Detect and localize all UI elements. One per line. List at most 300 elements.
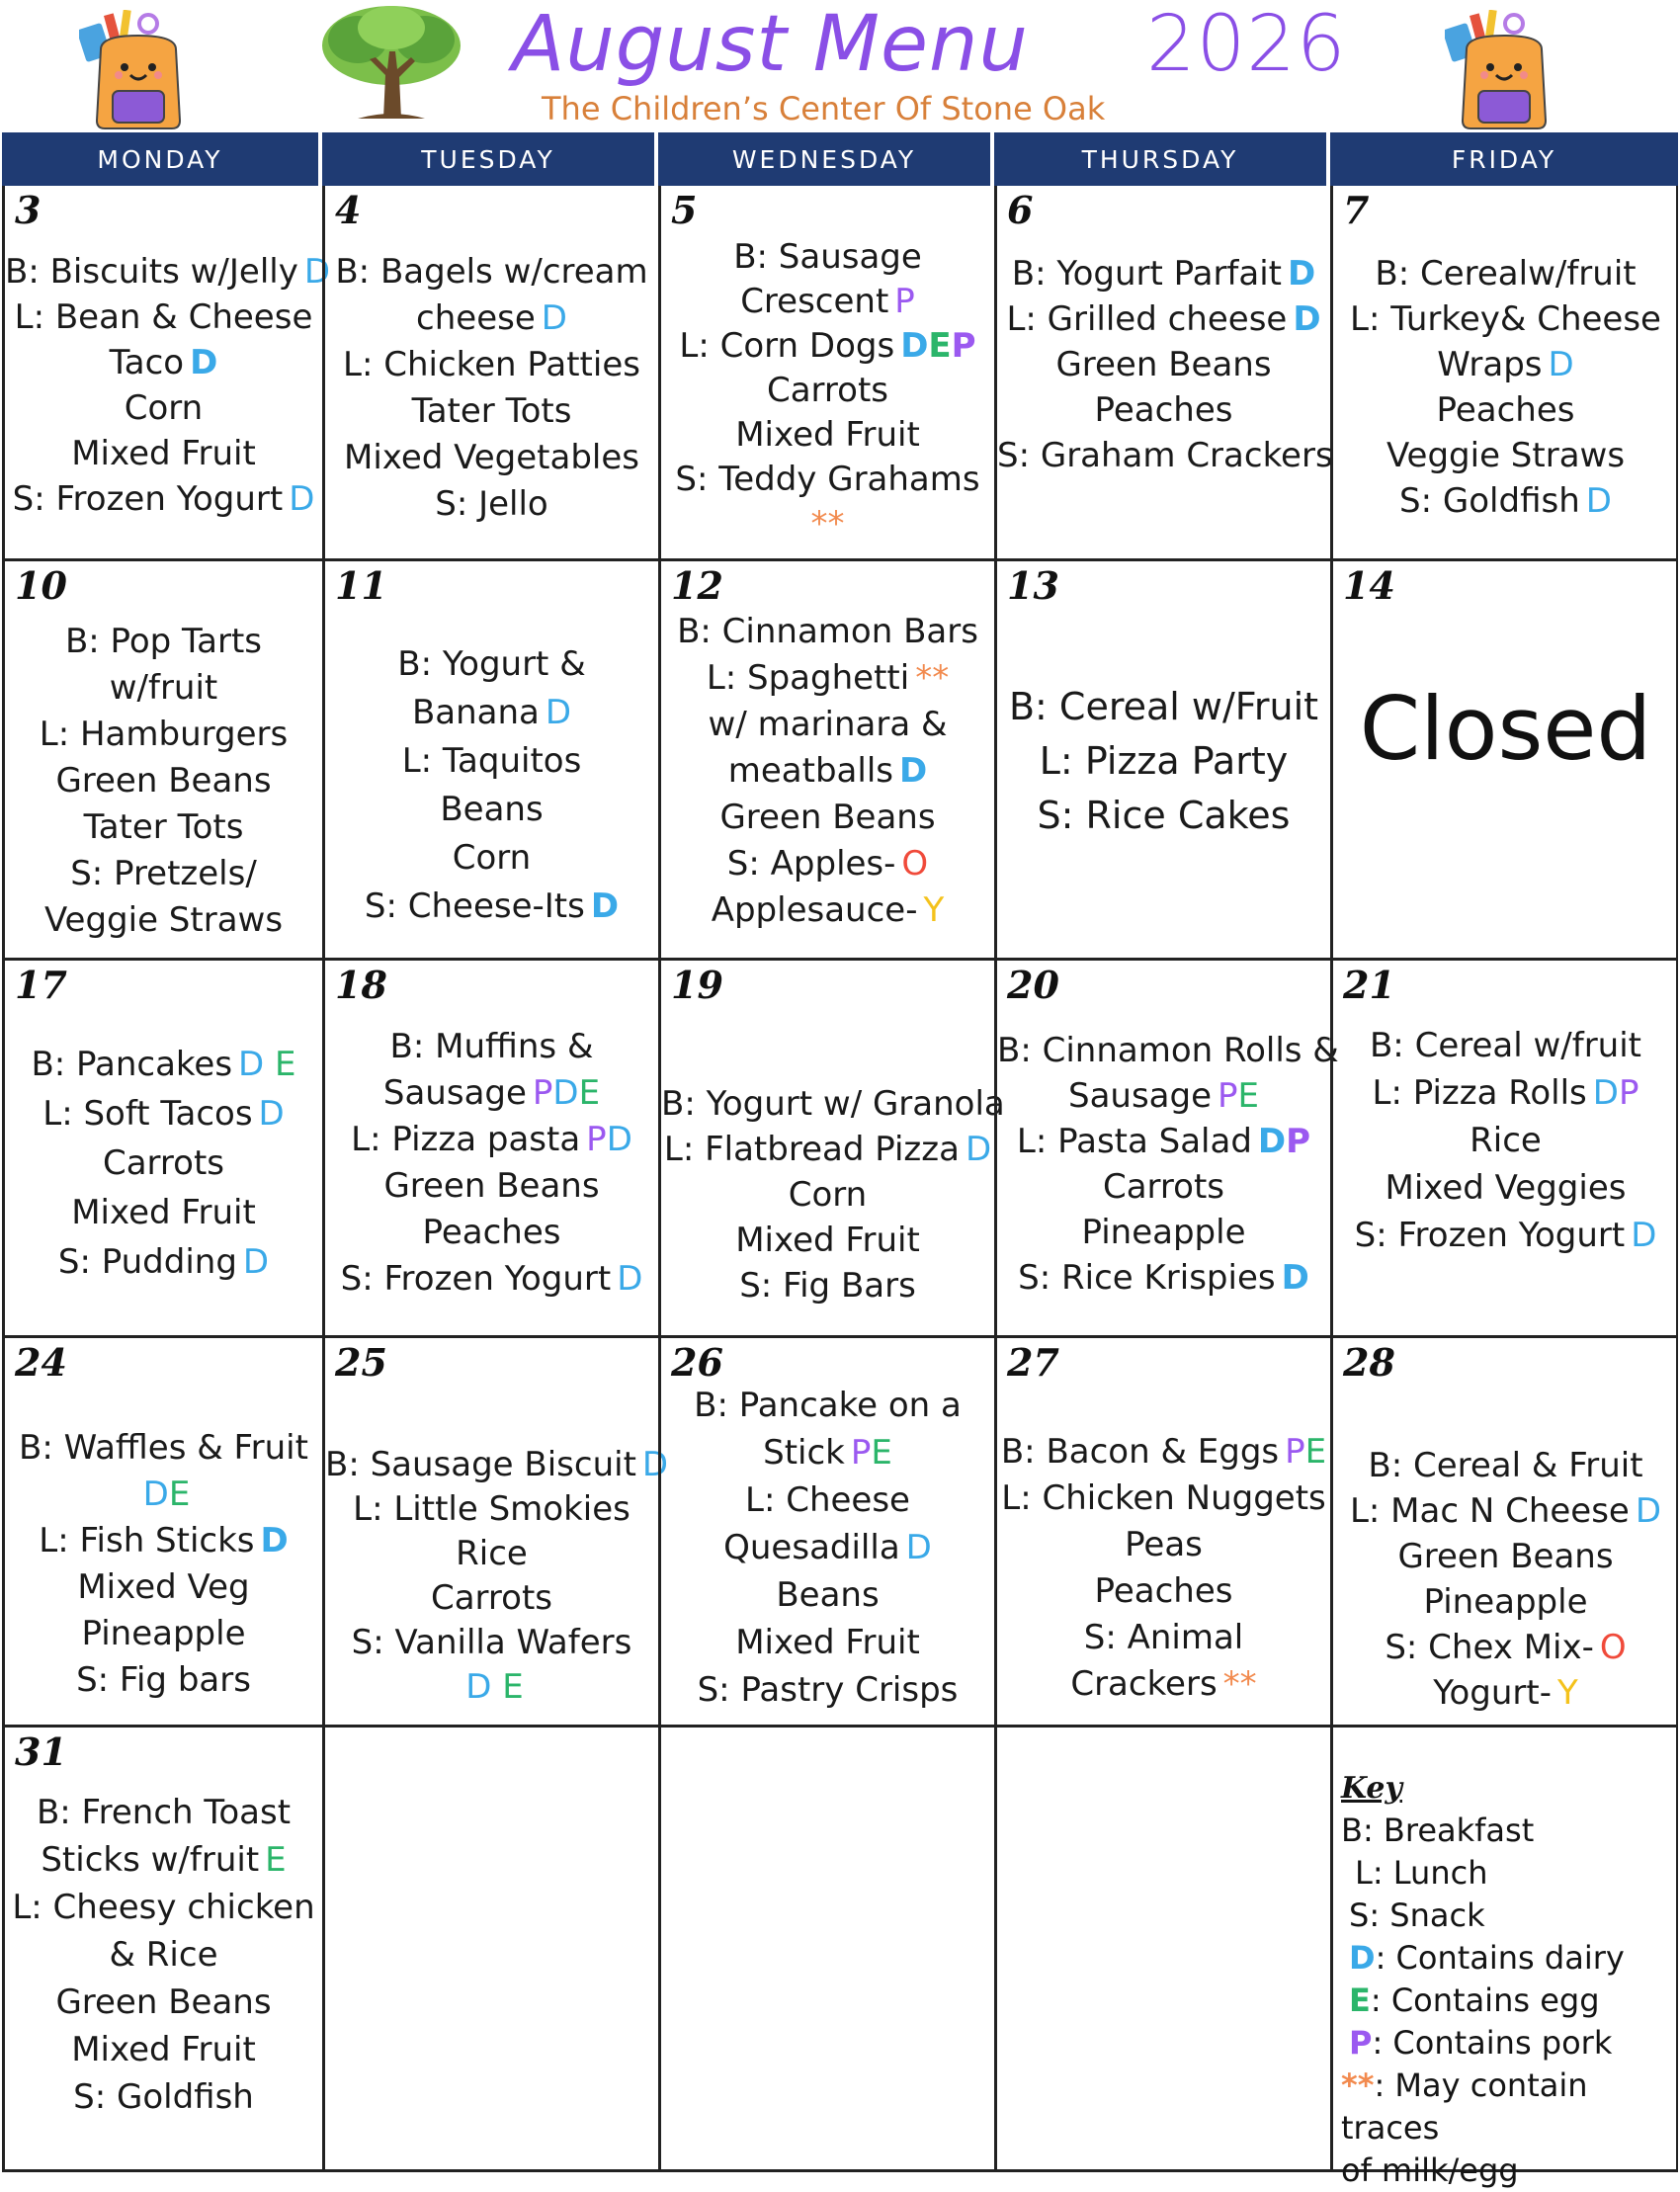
allergen-tag: D bbox=[1281, 1258, 1309, 1298]
menu-line bbox=[1333, 296, 1678, 342]
menu-line bbox=[997, 1475, 1330, 1522]
menu-item-text: S: Frozen Yogurt bbox=[1354, 1216, 1626, 1255]
menu-item-text: w/ marinara & bbox=[708, 705, 948, 744]
key-text: : Contains dairy bbox=[1375, 1939, 1625, 1977]
day-number: 28 bbox=[1343, 1340, 1395, 1385]
menu-line bbox=[5, 2073, 322, 2121]
menu-item-text: Veggie Straws bbox=[1386, 436, 1626, 475]
menu-line bbox=[1333, 1117, 1678, 1164]
day-cell bbox=[658, 186, 994, 561]
menu-line bbox=[661, 655, 994, 702]
day-cell bbox=[658, 1338, 994, 1728]
menu-item-text: B: Pancakes bbox=[31, 1045, 233, 1084]
day-number: 5 bbox=[671, 188, 698, 232]
key-code: ** bbox=[1341, 2066, 1375, 2104]
menu-line bbox=[5, 619, 322, 665]
menu-item-text: Banana bbox=[411, 693, 540, 732]
menu-item-text: L: Fish Sticks bbox=[39, 1521, 255, 1560]
menu-line bbox=[661, 1429, 994, 1476]
menu-item-text: B: Cereal & Fruit bbox=[1368, 1446, 1643, 1485]
menu-line bbox=[5, 1657, 322, 1704]
allergen-tag: D bbox=[258, 1094, 285, 1134]
allergen-tag: E bbox=[265, 1840, 287, 1880]
menu-item-text: Stick bbox=[763, 1433, 845, 1473]
closed-label: Closed bbox=[1359, 678, 1652, 780]
menu-item-text: Carrots bbox=[766, 371, 889, 410]
menu-line bbox=[1333, 387, 1678, 433]
menu-items bbox=[5, 619, 322, 944]
menu-item-text: Green Beans bbox=[719, 798, 936, 837]
tree-logo-icon bbox=[318, 2, 464, 121]
menu-line bbox=[661, 1081, 1005, 1127]
allergen-tag: DP bbox=[1257, 1122, 1311, 1161]
menu-line bbox=[997, 251, 1330, 296]
menu-line bbox=[325, 786, 658, 834]
menu-line bbox=[661, 1571, 994, 1619]
menu-line bbox=[661, 458, 994, 502]
menu-item-text: Corn bbox=[124, 388, 204, 428]
traces-tag: ** bbox=[915, 658, 950, 698]
menu-items bbox=[5, 1789, 322, 2121]
menu-line bbox=[1333, 1069, 1678, 1117]
menu-line bbox=[1333, 1534, 1678, 1579]
allergen-tag: D bbox=[1631, 1216, 1657, 1255]
menu-item-text: w/fruit bbox=[109, 668, 218, 708]
menu-line bbox=[5, 758, 322, 804]
menu-line bbox=[997, 1073, 1330, 1119]
menu-item-text: & Rice bbox=[109, 1935, 218, 1975]
key-line: S: Snack bbox=[1349, 1897, 1485, 1934]
menu-item-text: L: Chicken Patties bbox=[343, 345, 640, 384]
allergen-tag: DEP bbox=[900, 326, 976, 366]
menu-line bbox=[325, 342, 658, 388]
menu-line bbox=[661, 235, 994, 280]
menu-item-text: Crackers bbox=[1070, 1664, 1218, 1704]
menu-item-text: Carrots bbox=[430, 1578, 553, 1618]
menu-line bbox=[325, 883, 658, 931]
menu-line bbox=[997, 680, 1330, 734]
menu-line bbox=[5, 1518, 322, 1564]
day-number: 21 bbox=[1343, 963, 1395, 1007]
day-cell bbox=[994, 1338, 1330, 1728]
menu-line bbox=[5, 1789, 322, 1836]
menu-line bbox=[1333, 1625, 1678, 1670]
menu-item-text: Carrots bbox=[102, 1143, 225, 1183]
menu-item-text: L: Pizza pasta bbox=[351, 1120, 581, 1159]
menu-item-text: S: Pretzels/ bbox=[70, 854, 257, 893]
allergen-tag: D bbox=[303, 252, 331, 292]
menu-item-text: B: Cereal w/fruit bbox=[1369, 1026, 1642, 1065]
day-number: 11 bbox=[335, 563, 387, 608]
menu-item-text: ** bbox=[810, 504, 845, 544]
menu-item-text: Taco bbox=[109, 343, 185, 382]
menu-item-text: Mixed Fruit bbox=[735, 1221, 920, 1260]
menu-item-text: S: Animal bbox=[1083, 1618, 1244, 1657]
menu-line bbox=[325, 481, 658, 528]
menu-item-text: L: Turkey& Cheese bbox=[1350, 299, 1661, 339]
menu-line bbox=[5, 851, 322, 897]
menu-line bbox=[5, 431, 322, 476]
day-cell bbox=[2, 1728, 322, 2172]
menu-items bbox=[661, 235, 994, 547]
menu-item-text: L: Bean & Cheese bbox=[14, 297, 313, 337]
menu-items bbox=[5, 1425, 322, 1704]
menu-item-text: Peaches bbox=[1436, 390, 1575, 430]
allergen-tag: PE bbox=[1285, 1432, 1327, 1472]
menu-line bbox=[997, 1255, 1330, 1301]
menu-line bbox=[325, 1532, 658, 1576]
menu-line bbox=[5, 804, 322, 851]
menu-item-text: B: Pancake on a bbox=[694, 1386, 962, 1425]
menu-line bbox=[661, 369, 994, 413]
menu-item-text: S: Pudding bbox=[57, 1242, 237, 1282]
menu-line bbox=[325, 1487, 658, 1532]
menu-line bbox=[997, 1028, 1339, 1073]
menu-line bbox=[325, 689, 658, 737]
menu-line bbox=[661, 1524, 994, 1571]
menu-item-text: Green Beans bbox=[1397, 1537, 1614, 1576]
menu-line bbox=[661, 502, 994, 547]
menu-item-text: S: Rice Cakes bbox=[1037, 794, 1291, 837]
day-cell bbox=[994, 561, 1330, 961]
allergen-tag: Y bbox=[1556, 1673, 1578, 1713]
day-number: 3 bbox=[15, 188, 42, 232]
menu-item-text: Mixed Vegetables bbox=[343, 438, 640, 477]
menu-line bbox=[5, 1472, 322, 1518]
menu-line bbox=[5, 249, 331, 295]
menu-line bbox=[661, 841, 994, 887]
menu-line bbox=[661, 748, 994, 795]
weekday-header-friday: FRIDAY bbox=[1330, 132, 1678, 186]
menu-item-text: Rice bbox=[1470, 1121, 1542, 1160]
menu-line bbox=[325, 1024, 658, 1070]
menu-line bbox=[661, 1127, 994, 1172]
menu-item-text: B: French Toast bbox=[36, 1793, 292, 1832]
key-text: : Contains pork bbox=[1372, 2024, 1613, 2062]
menu-line bbox=[661, 887, 994, 934]
menu-line bbox=[997, 1522, 1330, 1568]
menu-line bbox=[1333, 478, 1678, 524]
menu-line bbox=[325, 1210, 658, 1256]
menu-item-text: Sticks w/fruit bbox=[41, 1840, 260, 1880]
menu-item-text: B: Waffles & Fruit bbox=[19, 1428, 308, 1468]
allergen-tag: D bbox=[289, 479, 315, 519]
menu-item-text: B: Sausage bbox=[733, 237, 922, 277]
menu-line bbox=[325, 1163, 658, 1210]
empty-day-cell bbox=[658, 1728, 994, 2172]
menu-item-text: L: Soft Tacos bbox=[42, 1094, 253, 1134]
menu-item-text: Green Beans bbox=[55, 1982, 272, 2022]
menu-items bbox=[661, 1081, 1005, 1308]
menu-item-text: Mixed Fruit bbox=[71, 2030, 256, 2069]
menu-item-text: S: Rice Krispies bbox=[1018, 1258, 1276, 1298]
menu-line bbox=[661, 1619, 994, 1666]
menu-item-text: S: Apples- bbox=[726, 844, 896, 884]
empty-day-cell bbox=[322, 1728, 658, 2172]
menu-calendar bbox=[2, 132, 1678, 2189]
menu-line bbox=[661, 1263, 994, 1308]
menu-line bbox=[325, 435, 658, 481]
menu-item-text: S: Graham Crackers bbox=[997, 436, 1333, 475]
allergen-tag: D bbox=[260, 1521, 289, 1560]
menu-item-text: B: Sausage Biscuit bbox=[325, 1445, 636, 1484]
menu-line bbox=[5, 1884, 322, 1931]
key-title: Key bbox=[1341, 1771, 1402, 1806]
menu-item-text: Wraps bbox=[1437, 345, 1543, 384]
weekday-header-thursday: THURSDAY bbox=[994, 132, 1330, 186]
menu-item-text: S: Cheese-Its bbox=[364, 886, 585, 926]
menu-items bbox=[5, 1040, 322, 1287]
menu-item-text: B: Bagels w/cream bbox=[335, 252, 648, 292]
menu-line bbox=[997, 342, 1330, 387]
menu-line bbox=[5, 1979, 322, 2026]
allergen-tag: PE bbox=[850, 1433, 892, 1473]
menu-item-text: B: Cinnamon Bars bbox=[677, 612, 978, 651]
menu-item-text: Pineapple bbox=[1423, 1582, 1588, 1622]
menu-item-text: S: Jello bbox=[435, 484, 548, 524]
menu-line bbox=[1333, 433, 1678, 478]
menu-line bbox=[325, 1576, 658, 1621]
menu-items bbox=[997, 1028, 1339, 1301]
menu-line bbox=[5, 665, 322, 712]
day-number: 19 bbox=[671, 963, 723, 1007]
allergen-tag: D bbox=[1585, 481, 1612, 521]
day-cell bbox=[1330, 961, 1678, 1338]
menu-line bbox=[5, 295, 322, 340]
menu-line bbox=[661, 1476, 994, 1524]
allergen-tag: D E bbox=[238, 1045, 296, 1084]
allergen-tag: D bbox=[1288, 254, 1316, 294]
menu-line bbox=[1333, 1212, 1678, 1259]
menu-items bbox=[661, 1382, 994, 1714]
menu-line bbox=[997, 1164, 1330, 1210]
menu-item-text: Beans bbox=[776, 1575, 880, 1615]
menu-item-text: S: Goldfish bbox=[73, 2077, 254, 2117]
menu-items bbox=[325, 640, 658, 931]
allergen-tag: D bbox=[590, 886, 620, 926]
menu-line bbox=[997, 1661, 1330, 1708]
menu-item-text: L: Cheese bbox=[745, 1480, 910, 1520]
menu-item-text: B: Pop Tarts bbox=[64, 622, 263, 661]
page-title: August Menu bbox=[512, 0, 1029, 89]
day-cell bbox=[994, 961, 1339, 1338]
menu-line bbox=[997, 387, 1330, 433]
menu-item-text: Pineapple bbox=[81, 1614, 246, 1653]
menu-item-text: L: Corn Dogs bbox=[679, 326, 895, 366]
menu-line bbox=[5, 340, 322, 385]
day-number: 20 bbox=[1007, 963, 1059, 1007]
menu-item-text: Beans bbox=[440, 790, 544, 829]
menu-line bbox=[997, 433, 1333, 478]
menu-item-text: S: Fig bars bbox=[76, 1660, 251, 1700]
day-number: 24 bbox=[15, 1340, 67, 1385]
menu-line bbox=[661, 1666, 994, 1714]
day-number: 25 bbox=[335, 1340, 387, 1385]
menu-line bbox=[661, 702, 994, 748]
key-code: E bbox=[1349, 1981, 1371, 2019]
key-line: B: Breakfast bbox=[1341, 1812, 1535, 1849]
menu-item-text: meatballs bbox=[727, 751, 893, 791]
day-number: 10 bbox=[15, 563, 67, 608]
day-number: 12 bbox=[671, 563, 723, 608]
menu-line bbox=[1333, 1443, 1678, 1488]
menu-item-text: L: Cheesy chicken bbox=[12, 1888, 315, 1927]
allergen-tag: PDE bbox=[532, 1073, 601, 1113]
menu-item-text: Pineapple bbox=[1081, 1213, 1246, 1252]
menu-line bbox=[325, 249, 658, 295]
menu-line bbox=[5, 1237, 322, 1287]
menu-item-text: B: Yogurt Parfait bbox=[1011, 254, 1283, 294]
day-cell bbox=[322, 561, 658, 961]
day-cell bbox=[658, 961, 1005, 1338]
menu-line bbox=[325, 640, 658, 689]
menu-item-text: S: Teddy Grahams bbox=[675, 460, 980, 499]
menu-line bbox=[661, 280, 994, 324]
menu-items bbox=[1333, 251, 1678, 524]
menu-line bbox=[1333, 1022, 1678, 1069]
menu-line bbox=[325, 1070, 658, 1117]
menu-line bbox=[661, 1172, 994, 1218]
day-cell bbox=[1330, 1338, 1678, 1728]
menu-item-text: Mixed Fruit bbox=[71, 1193, 256, 1232]
menu-item-text: S: Frozen Yogurt bbox=[340, 1259, 612, 1299]
menu-item-text: S: Fig Bars bbox=[739, 1266, 916, 1306]
allergen-tag: O bbox=[901, 844, 929, 884]
page-year: 2026 bbox=[1146, 0, 1347, 89]
menu-item-text: Applesauce- bbox=[711, 890, 918, 930]
menu-item-text: L: Chicken Nuggets bbox=[1001, 1478, 1326, 1518]
day-cell bbox=[322, 961, 658, 1338]
menu-line bbox=[5, 1040, 322, 1089]
menu-item-text: S: Vanilla Wafers bbox=[351, 1623, 632, 1662]
day-number: 18 bbox=[335, 963, 387, 1007]
menu-item-text: L: Flatbread Pizza bbox=[663, 1130, 960, 1169]
menu-line bbox=[1333, 1488, 1678, 1534]
menu-item-text: Quesadilla bbox=[723, 1528, 900, 1567]
allergen-tag: PD bbox=[586, 1120, 632, 1159]
day-number: 17 bbox=[15, 963, 67, 1007]
menu-items bbox=[325, 1443, 669, 1710]
menu-item-text: Mixed Fruit bbox=[735, 1623, 920, 1662]
menu-item-text: L: Pizza Rolls bbox=[1372, 1073, 1587, 1113]
menu-line bbox=[1333, 342, 1678, 387]
menu-item-text: L: Hamburgers bbox=[39, 715, 289, 754]
menu-item-text: Sausage bbox=[382, 1073, 527, 1113]
menu-line bbox=[325, 1621, 658, 1665]
day-number: 31 bbox=[15, 1729, 67, 1774]
menu-line bbox=[997, 1119, 1330, 1164]
menu-item-text: L: Mac N Cheese bbox=[1349, 1491, 1630, 1531]
menu-line bbox=[325, 1443, 669, 1487]
menu-line bbox=[325, 295, 658, 342]
day-cell bbox=[2, 961, 322, 1338]
weekday-header-monday: MONDAY bbox=[2, 132, 322, 186]
menu-line bbox=[5, 2026, 322, 2073]
allergen-tag: Y bbox=[923, 890, 945, 930]
menu-item-text: S: Frozen Yogurt bbox=[12, 479, 284, 519]
day-cell bbox=[322, 1338, 669, 1728]
allergen-tag: D bbox=[641, 1445, 669, 1484]
allergen-tag: DP bbox=[1592, 1073, 1639, 1113]
menu-item-text: Veggie Straws bbox=[43, 900, 284, 940]
menu-items bbox=[997, 680, 1330, 843]
traces-tag: ** bbox=[1222, 1664, 1257, 1704]
menu-item-text: Tater Tots bbox=[83, 807, 244, 847]
day-number: 27 bbox=[1007, 1340, 1059, 1385]
allergen-tag: D bbox=[541, 298, 567, 338]
allergen-tag: D bbox=[1293, 299, 1321, 339]
menu-item-text: Crescent bbox=[740, 282, 889, 321]
menu-item-text: L: Pizza Party bbox=[1039, 739, 1289, 783]
key-line: of milk/egg bbox=[1341, 2151, 1519, 2189]
menu-items bbox=[325, 249, 658, 528]
menu-item-text: B: Cinnamon Rolls & bbox=[997, 1031, 1339, 1070]
weekday-header-tuesday: TUESDAY bbox=[322, 132, 658, 186]
key-line bbox=[1341, 2022, 1678, 2065]
menu-item-text: Mixed Fruit bbox=[71, 434, 256, 473]
day-number: 13 bbox=[1007, 563, 1059, 608]
day-cell bbox=[658, 561, 994, 961]
menu-line bbox=[661, 1382, 994, 1429]
menu-items bbox=[325, 1024, 658, 1303]
menu-line bbox=[997, 1210, 1330, 1255]
menu-line bbox=[661, 609, 994, 655]
menu-item-text: Corn bbox=[788, 1175, 868, 1215]
menu-item-text: Rice bbox=[456, 1534, 528, 1573]
day-cell bbox=[322, 186, 658, 561]
menu-item-text: L: Little Smokies bbox=[353, 1489, 630, 1529]
menu-line bbox=[325, 1117, 658, 1163]
menu-item-text: B: Cerealw/fruit bbox=[1375, 254, 1637, 294]
menu-item-text: Sausage bbox=[1067, 1076, 1212, 1116]
menu-line bbox=[1333, 1670, 1678, 1716]
menu-items bbox=[1333, 1022, 1678, 1259]
backpack-icon bbox=[1445, 10, 1563, 132]
menu-line bbox=[997, 734, 1330, 789]
menu-item-text: L: Pasta Salad bbox=[1016, 1122, 1252, 1161]
day-cell bbox=[2, 561, 322, 961]
day-cell bbox=[2, 1338, 322, 1728]
menu-item-text: B: Yogurt & bbox=[397, 644, 586, 684]
menu-item-text: S: Chex Mix- bbox=[1385, 1628, 1594, 1667]
day-number: 7 bbox=[1343, 188, 1370, 232]
empty-day-cell bbox=[994, 1728, 1330, 2172]
menu-line bbox=[1333, 1164, 1678, 1212]
menu-item-text: Green Beans bbox=[383, 1166, 600, 1206]
key-code: P bbox=[1349, 2024, 1373, 2062]
menu-line bbox=[5, 1931, 322, 1979]
page-subtitle: The Children’s Center Of Stone Oak bbox=[542, 90, 1106, 127]
menu-line bbox=[5, 897, 322, 944]
menu-line bbox=[661, 795, 994, 841]
menu-line bbox=[5, 712, 322, 758]
day-number: 14 bbox=[1343, 563, 1395, 608]
page-header bbox=[0, 0, 1680, 132]
menu-line bbox=[5, 476, 322, 522]
allergen-tag: P bbox=[894, 282, 915, 321]
menu-items bbox=[661, 609, 994, 934]
menu-item-text: B: Cereal w/Fruit bbox=[1008, 685, 1319, 728]
menu-line bbox=[661, 413, 994, 458]
menu-line bbox=[5, 385, 322, 431]
menu-line bbox=[325, 737, 658, 786]
menu-line bbox=[661, 324, 994, 369]
allergen-tag: D bbox=[899, 751, 928, 791]
menu-line bbox=[325, 1256, 658, 1303]
allergen-tag: O bbox=[1599, 1628, 1627, 1667]
allergen-tag: DE bbox=[142, 1475, 191, 1514]
menu-line bbox=[325, 388, 658, 435]
